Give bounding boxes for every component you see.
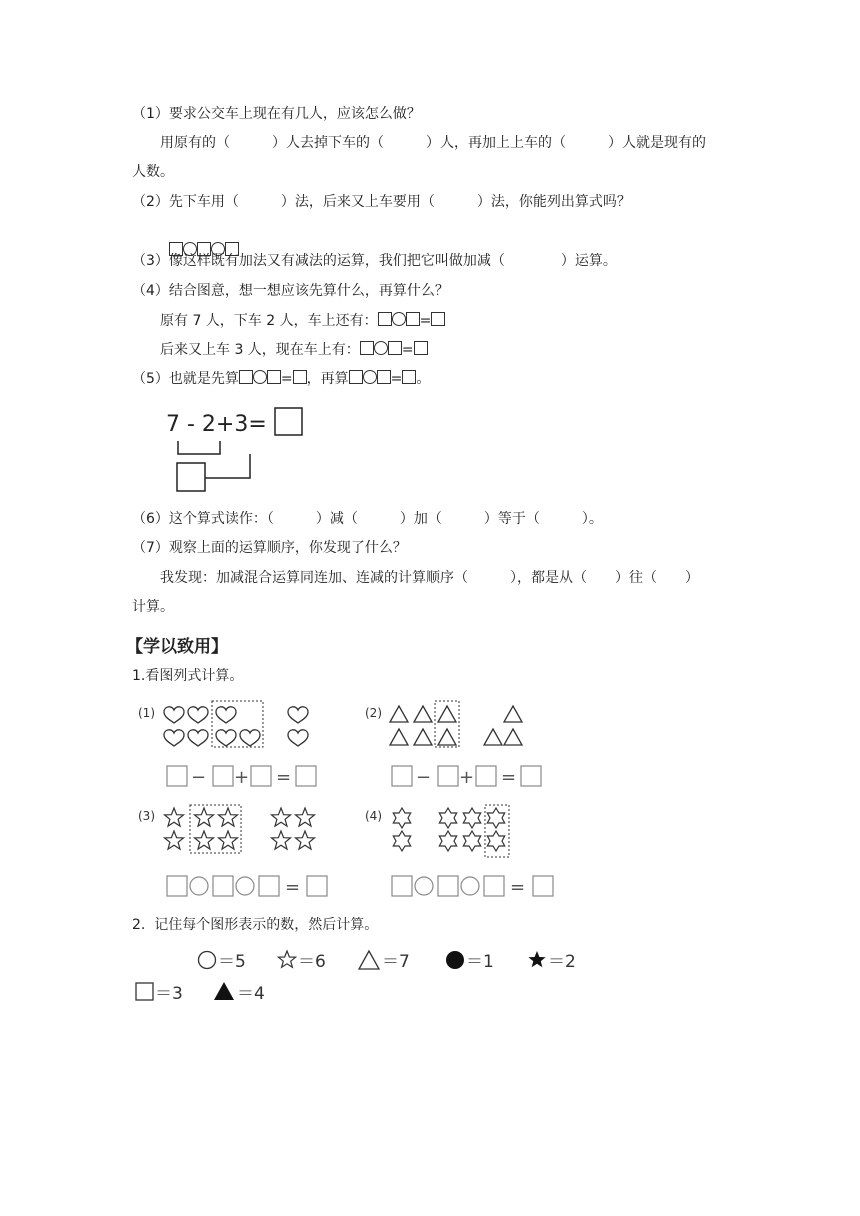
equals-sign: = (501, 767, 517, 788)
legend-filled-triangle-value: ＝4 (237, 984, 265, 1004)
shape-value-legend (130, 945, 610, 1007)
question-7: （7）观察上面的运算顺序，你发现了什么？ (132, 540, 407, 556)
question-5-end: 。 (416, 371, 431, 387)
blank-box-icon (360, 341, 374, 355)
equals-sign: = (276, 767, 292, 788)
legend-triangle-value: ＝7 (382, 952, 410, 972)
exercise-2-title: 2. 记住每个图形表示的数，然后计算。 (132, 917, 379, 933)
filled-star-icon (528, 951, 545, 967)
question-1-answer: 用原有的（ ）人去掉下车的（ ）人，再加上上车的（ ）人就是现有的 (160, 135, 706, 151)
blank-box-icon (414, 341, 428, 355)
question-7-answer-cont: 计算。 (132, 599, 174, 615)
legend-filled-star-value: ＝2 (548, 952, 576, 972)
legend-circle-value: ＝5 (218, 952, 246, 972)
question-5-prefix: （5）也就是先算 (132, 371, 239, 387)
square-outline-icon (136, 983, 153, 1000)
equals-sign: = (285, 877, 301, 898)
diagram-result-box (275, 408, 302, 435)
blank-box-icon (406, 312, 420, 326)
legend-filled-circle-value: ＝1 (466, 952, 494, 972)
question-4-a-text: 原有 7 人，下车 2 人，车上还有： (160, 313, 378, 329)
question-6: （6）这个算式读作：（ ）减（ ）加（ ）等于（ ）。 (132, 511, 603, 527)
equals-sign: = (510, 877, 526, 898)
blank-box-icon (402, 370, 416, 384)
heart-icon-group (164, 707, 308, 746)
blank-box-icon (293, 370, 307, 384)
equation-boxes-3 (167, 876, 327, 896)
blank-box-icon (431, 312, 445, 326)
diagram-expression: 7 - 2+3= (166, 412, 267, 437)
exercise-1-figures (130, 695, 570, 905)
filled-triangle-icon (214, 982, 234, 1000)
section-title: 【学以致用】 (126, 637, 228, 657)
question-4-b: 后来又上车 3 人，现在车上有： = (160, 340, 428, 360)
minus-sign: − (191, 767, 207, 788)
question-4-b-text: 后来又上车 3 人，现在车上有： (160, 342, 360, 358)
exercise-1-label-4: (4) (365, 809, 382, 823)
question-2: （2）先下车用（ ）法，后来又上车要用（ ）法，你能列出算式吗？ (132, 194, 631, 210)
blank-box-icon (378, 312, 392, 326)
blank-circle-icon (392, 312, 406, 326)
triangle-icon-group (390, 706, 522, 745)
star-icon-group (165, 808, 315, 849)
plus-sign: + (459, 767, 475, 788)
star-icon-group (393, 808, 504, 851)
star-outline-icon (278, 951, 295, 967)
circle-icon (199, 952, 216, 969)
question-7-answer: 我发现：加减混合运算同连加、连减的计算顺序（ ），都是从（ ）往（ ） (160, 570, 699, 586)
legend-square-value: ＝3 (155, 984, 183, 1004)
blank-box-icon (239, 370, 253, 384)
minus-sign: − (416, 767, 432, 788)
dotted-circle-marker (212, 701, 263, 747)
question-5-mid: ，再算 (306, 371, 349, 387)
question-4-a: 原有 7 人，下车 2 人，车上还有： = (160, 311, 445, 331)
equation-boxes-4 (392, 876, 553, 896)
exercise-1-label-2: (2) (365, 706, 382, 720)
question-1: （1）要求公交车上现在有几人，应该怎么做？ (132, 106, 421, 122)
blank-circle-icon (253, 370, 267, 384)
blank-box-icon (349, 370, 363, 384)
blank-circle-icon (363, 370, 377, 384)
dotted-circle-marker (435, 701, 459, 747)
plus-sign: + (234, 767, 250, 788)
blank-circle-icon (374, 341, 388, 355)
blank-box-icon (377, 370, 391, 384)
blank-box-icon (388, 341, 402, 355)
exercise-1-title: 1.看图列式计算。 (132, 668, 244, 684)
question-4: （4）结合图意，想一想应该先算什么，再算什么？ (132, 283, 449, 299)
triangle-outline-icon (359, 951, 379, 969)
diagram-connector (205, 454, 250, 478)
diagram-intermediate-box (177, 463, 205, 491)
exercise-1-label-3: (3) (138, 809, 155, 823)
question-1-answer-cont: 人数。 (132, 164, 174, 180)
question-3: （3）像这样既有加法又有减法的运算，我们把它叫做加减（ ）运算。 (132, 253, 617, 269)
diagram-bracket (178, 441, 220, 454)
legend-star-value: ＝6 (298, 952, 326, 972)
blank-box-icon (267, 370, 281, 384)
question-5: （5）也就是先算 = ，再算 = 。 (132, 371, 431, 387)
exercise-1-label-1: (1) (138, 706, 155, 720)
filled-circle-icon (446, 951, 464, 969)
operation-order-diagram (160, 400, 320, 500)
